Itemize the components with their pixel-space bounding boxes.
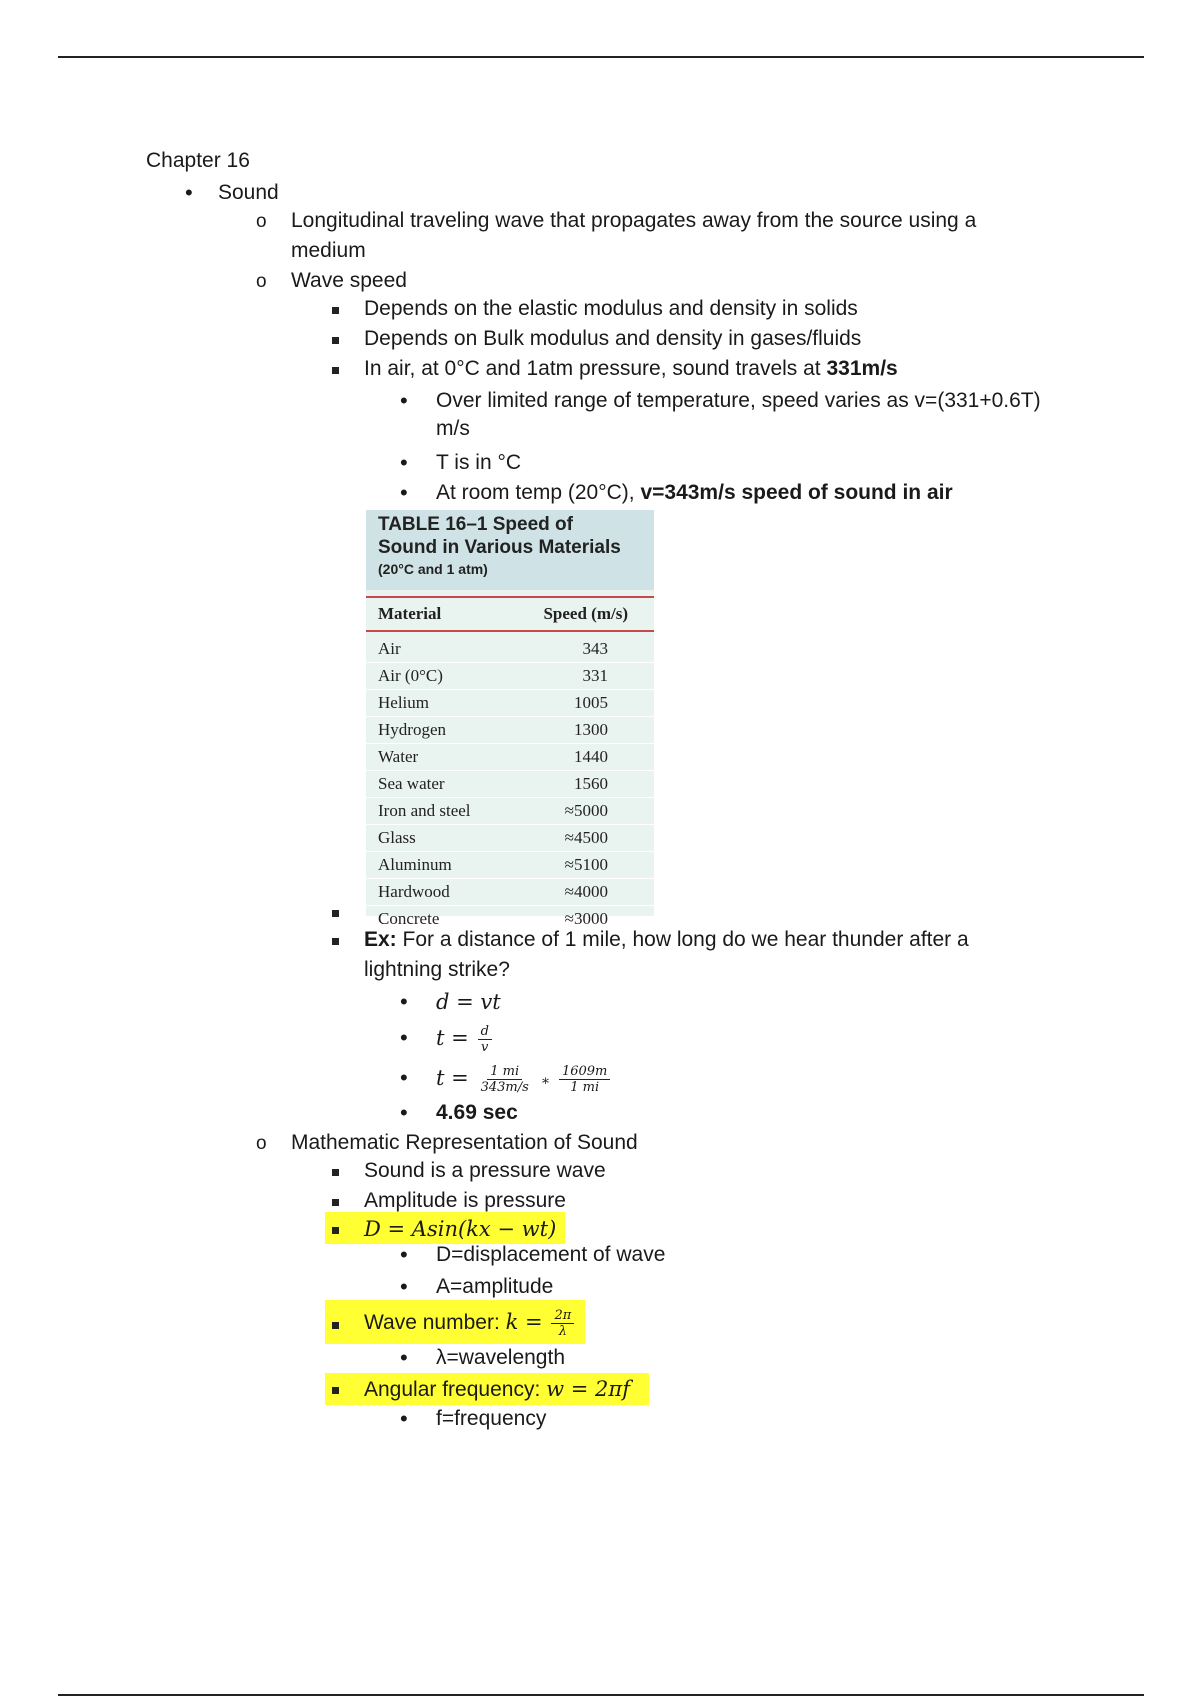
bullet-square-icon [332,1169,339,1176]
speed-cell: ≈4000 [564,882,608,901]
material-cell: Hydrogen [378,720,446,739]
bullet-circle-icon [256,268,267,295]
bullet-dot-icon [400,1242,408,1269]
bullet-dot-icon [400,1065,408,1092]
wavelength-def: λ=wavelength [436,1346,566,1369]
bullet-square-icon [332,910,339,917]
material-cell: Sea water [378,774,445,793]
table-row [366,825,654,852]
bullet-square-icon [332,337,339,344]
table-row [366,744,654,771]
table-title-line1: TABLE 16–1 Speed of [378,514,573,535]
material-cell: Aluminum [378,855,452,874]
material-cell: Helium [378,693,429,712]
speed-cell: 331 [582,666,608,685]
bullet-square-icon [332,1199,339,1206]
table-subtitle: (20°C and 1 atm) [378,561,488,577]
frequency-def: f=frequency [436,1407,547,1430]
angular-frequency-item: Angular frequency: w = 2πf [364,1377,630,1401]
bullet-square-icon [332,367,339,374]
material-cell: Glass [378,828,416,847]
table-caption [366,510,654,590]
bulk-modulus-item: Depends on Bulk modulus and density in gases/fluids [364,327,862,350]
longitudinal-line1: Longitudinal traveling wave that propagates away from the source using a [291,209,977,232]
speed-cell: 1005 [574,693,608,712]
bullet-dot-icon [185,180,193,207]
example-line2: lightning strike? [364,958,510,981]
speed-cell: 1560 [574,774,608,793]
bullet-dot-icon [400,1406,408,1433]
bullet-dot-icon [400,989,408,1016]
wave-speed-heading: Wave speed [291,269,407,292]
bullet-dot-icon [400,388,408,415]
bullet-square-icon [332,1322,339,1329]
material-cell: Iron and steel [378,801,471,820]
col-material: Material [378,604,442,623]
math-rep-heading: Mathematic Representation of Sound [291,1131,638,1154]
speed-cell: ≈4500 [564,828,608,847]
equation-t-calculation: t = $\frac{1 mi}{343m/s}$ ∗ $\frac{1609m}{1 mi}$ [436,1050,613,1109]
fraction-d-over-v: $\frac{d}{v}$ [478,1024,492,1055]
equation-t-d-over-v: t = $\frac{d}{v}$ [436,1010,495,1067]
bullet-dot-icon [400,480,408,507]
table-row [366,879,654,906]
speed-cell: ≈5000 [564,801,608,820]
longitudinal-line2: medium [291,239,366,262]
speed-cell: 1440 [574,747,608,766]
material-cell: Air [378,639,401,658]
wave-number-item: Wave number: k = $\frac{2\pi}{\lambda}$ [364,1294,577,1351]
speed-cell: 343 [582,639,608,658]
table-row [366,636,654,663]
displacement-def: D=displacement of wave [436,1243,666,1266]
chapter-heading: Chapter 16 [146,149,250,172]
elastic-modulus-item: Depends on the elastic modulus and density in solids [364,297,858,320]
fraction-mile-over-speed: $\frac{1 mi}{343m/s}$ [480,1063,529,1095]
bullet-dot-icon [400,450,408,477]
answer-time: 4.69 sec [436,1101,518,1124]
fraction-meters-over-mile: $\frac{1609m}{1 mi}$ [559,1064,610,1095]
col-speed: Speed (m/s) [543,604,628,623]
room-temp-item: At room temp (20°C), v=343m/s speed of sound in air [436,481,953,504]
table-row [366,798,654,825]
table-row [366,717,654,744]
table-row [366,852,654,879]
amplitude-pressure-item: Amplitude is pressure [364,1189,566,1212]
material-cell: Hardwood [378,882,450,901]
table-row [366,771,654,798]
in-air-item: In air, at 0°C and 1atm pressure, sound travels at 331m/s [364,357,898,380]
bullet-square-icon [332,1227,339,1234]
amplitude-def: A=amplitude [436,1275,554,1298]
table-row [366,663,654,690]
bullet-circle-icon [256,1130,267,1157]
topic-sound: Sound [218,181,279,204]
bullet-dot-icon [400,1025,408,1052]
bullet-circle-icon [256,208,267,235]
pressure-wave-item: Sound is a pressure wave [364,1159,606,1182]
table-body [366,632,654,933]
speed-cell: 1300 [574,720,608,739]
material-cell: Water [378,747,419,766]
material-cell: Air (0°C) [378,666,443,685]
material-cell: Concrete [378,909,440,928]
over-range-line1: Over limited range of temperature, speed varies as v=(331+0.6T) [436,389,1041,412]
example-line1: Ex: For a distance of 1 mile, how long do we hear thunder after a [364,928,969,951]
equation-d-vt: d = vt [436,990,501,1014]
bullet-square-icon [332,307,339,314]
speed-cell: ≈5100 [564,855,608,874]
speed-cell: ≈3000 [564,909,608,928]
table-row [366,690,654,717]
header-rule [58,56,1144,58]
t-in-c-item: T is in °C [436,451,522,474]
bullet-dot-icon [400,1100,408,1127]
equation-displacement: D = Asin(kx − wt) [364,1217,557,1241]
over-range-line2: m/s [436,417,470,440]
table-title-line2: Sound in Various Materials [378,537,621,558]
table-header [366,596,654,632]
bullet-dot-icon [400,1345,408,1372]
footer-rule [58,1694,1144,1696]
bullet-square-icon [332,938,339,945]
fraction-2pi-over-lambda: $\frac{2\pi}{\lambda}$ [551,1308,574,1339]
speed-of-sound-table [366,510,654,928]
bullet-square-icon [332,1387,339,1394]
